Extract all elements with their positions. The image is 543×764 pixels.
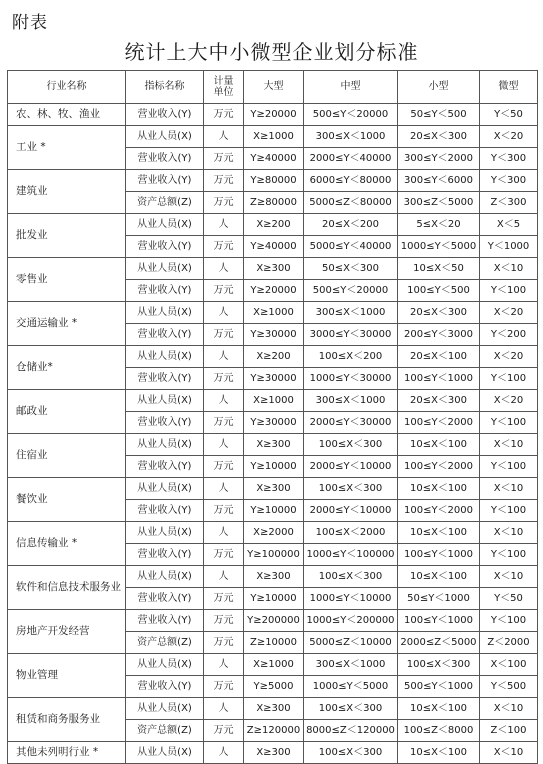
page-title: 统计上大中小微型企业划分标准 (124, 40, 419, 64)
large-cell: X≥1000 (244, 126, 304, 148)
indicator-cell: 营业收入(Y) (126, 676, 204, 698)
large-cell: X≥300 (244, 478, 304, 500)
medium-cell: 500≤Y＜20000 (304, 104, 398, 126)
small-cell: 100≤Y＜2000 (398, 456, 480, 478)
micro-cell: Z＜300 (480, 192, 538, 214)
micro-cell: Y＜100 (480, 610, 538, 632)
table-row (8, 742, 538, 764)
large-cell: X≥300 (244, 258, 304, 280)
indicator-cell: 营业收入(Y) (126, 456, 204, 478)
medium-cell: 8000≤Z＜120000 (304, 720, 398, 742)
micro-cell: X＜10 (480, 522, 538, 544)
large-cell: Y≥20000 (244, 104, 304, 126)
table-row (8, 566, 538, 588)
table-row (8, 104, 538, 126)
table-row (8, 126, 538, 148)
medium-cell: 100≤X＜300 (304, 434, 398, 456)
industry-name-cell: 住宿业 (8, 434, 126, 478)
indicator-cell: 从业人员(X) (126, 522, 204, 544)
small-cell: 10≤X＜100 (398, 698, 480, 720)
header-row (8, 71, 538, 104)
micro-cell: Y＜100 (480, 412, 538, 434)
small-cell: 10≤X＜100 (398, 434, 480, 456)
medium-cell: 1000≤Y＜5000 (304, 676, 398, 698)
medium-cell: 50≤X＜300 (304, 258, 398, 280)
micro-cell: X＜20 (480, 126, 538, 148)
header-large: 大型 (244, 71, 304, 104)
medium-cell: 100≤X＜2000 (304, 522, 398, 544)
micro-cell: X＜20 (480, 302, 538, 324)
table-row (8, 346, 538, 368)
micro-cell: X＜100 (480, 654, 538, 676)
indicator-cell: 资产总额(Z) (126, 192, 204, 214)
table-row (8, 478, 538, 500)
micro-cell: Y＜100 (480, 368, 538, 390)
micro-cell: Y＜100 (480, 456, 538, 478)
large-cell: X≥300 (244, 566, 304, 588)
unit-cell: 万元 (204, 610, 244, 632)
unit-cell: 万元 (204, 676, 244, 698)
unit-cell: 万元 (204, 412, 244, 434)
header-micro: 微型 (480, 71, 538, 104)
medium-cell: 100≤X＜300 (304, 566, 398, 588)
medium-cell: 2000≤Y＜30000 (304, 412, 398, 434)
large-cell: Y≥30000 (244, 368, 304, 390)
micro-cell: X＜10 (480, 742, 538, 764)
micro-cell: X＜10 (480, 566, 538, 588)
industry-name-cell: 餐饮业 (8, 478, 126, 522)
medium-cell: 3000≤Y＜30000 (304, 324, 398, 346)
industry-name-cell: 交通运输业 * (8, 302, 126, 346)
small-cell: 5≤X＜20 (398, 214, 480, 236)
unit-cell: 人 (204, 698, 244, 720)
small-cell: 100≤Y＜2000 (398, 412, 480, 434)
unit-cell: 人 (204, 434, 244, 456)
small-cell: 300≤Y＜2000 (398, 148, 480, 170)
large-cell: Y≥80000 (244, 170, 304, 192)
large-cell: Z≥10000 (244, 632, 304, 654)
large-cell: X≥1000 (244, 302, 304, 324)
medium-cell: 300≤X＜1000 (304, 390, 398, 412)
industry-name-cell: 批发业 (8, 214, 126, 258)
unit-cell: 人 (204, 346, 244, 368)
unit-cell: 人 (204, 566, 244, 588)
table-row (8, 522, 538, 544)
indicator-cell: 营业收入(Y) (126, 588, 204, 610)
indicator-cell: 营业收入(Y) (126, 368, 204, 390)
large-cell: Y≥30000 (244, 324, 304, 346)
medium-cell: 100≤X＜200 (304, 346, 398, 368)
indicator-cell: 营业收入(Y) (126, 104, 204, 126)
unit-cell: 万元 (204, 192, 244, 214)
table-body (8, 104, 538, 764)
small-cell: 10≤X＜100 (398, 478, 480, 500)
indicator-cell: 营业收入(Y) (126, 170, 204, 192)
micro-cell: X＜5 (480, 214, 538, 236)
large-cell: Y≥20000 (244, 280, 304, 302)
large-cell: X≥1000 (244, 654, 304, 676)
medium-cell: 1000≤Y＜10000 (304, 588, 398, 610)
indicator-cell: 营业收入(Y) (126, 324, 204, 346)
small-cell: 100≤Y＜1000 (398, 544, 480, 566)
unit-cell: 人 (204, 654, 244, 676)
indicator-cell: 从业人员(X) (126, 258, 204, 280)
small-cell: 500≤Y＜1000 (398, 676, 480, 698)
medium-cell: 6000≤Y＜80000 (304, 170, 398, 192)
unit-cell: 万元 (204, 236, 244, 258)
small-cell: 100≤Z＜8000 (398, 720, 480, 742)
indicator-cell: 营业收入(Y) (126, 610, 204, 632)
table-row (8, 170, 538, 192)
indicator-cell: 从业人员(X) (126, 654, 204, 676)
table-row (8, 698, 538, 720)
micro-cell: Y＜100 (480, 544, 538, 566)
micro-cell: Y＜50 (480, 588, 538, 610)
unit-cell: 万元 (204, 148, 244, 170)
large-cell: X≥2000 (244, 522, 304, 544)
large-cell: Y≥5000 (244, 676, 304, 698)
unit-cell: 万元 (204, 720, 244, 742)
table-row (8, 654, 538, 676)
indicator-cell: 营业收入(Y) (126, 236, 204, 258)
small-cell: 1000≤Y＜5000 (398, 236, 480, 258)
small-cell: 100≤Y＜500 (398, 280, 480, 302)
industry-name-cell: 农、林、牧、渔业 (8, 104, 126, 126)
micro-cell: X＜20 (480, 390, 538, 412)
small-cell: 100≤Y＜1000 (398, 610, 480, 632)
indicator-cell: 从业人员(X) (126, 214, 204, 236)
industry-name-cell: 仓储业* (8, 346, 126, 390)
medium-cell: 5000≤Z＜10000 (304, 632, 398, 654)
small-cell: 10≤X＜100 (398, 742, 480, 764)
indicator-cell: 营业收入(Y) (126, 412, 204, 434)
medium-cell: 1000≤Y＜30000 (304, 368, 398, 390)
micro-cell: X＜10 (480, 258, 538, 280)
medium-cell: 100≤X＜300 (304, 478, 398, 500)
large-cell: X≥300 (244, 742, 304, 764)
unit-cell: 万元 (204, 104, 244, 126)
indicator-cell: 从业人员(X) (126, 390, 204, 412)
medium-cell: 20≤X＜200 (304, 214, 398, 236)
micro-cell: Y＜500 (480, 676, 538, 698)
micro-cell: Z＜2000 (480, 632, 538, 654)
large-cell: X≥200 (244, 346, 304, 368)
unit-cell: 万元 (204, 170, 244, 192)
micro-cell: Y＜100 (480, 500, 538, 522)
industry-name-cell: 物业管理 (8, 654, 126, 698)
indicator-cell: 资产总额(Z) (126, 720, 204, 742)
medium-cell: 300≤X＜1000 (304, 654, 398, 676)
medium-cell: 100≤X＜300 (304, 742, 398, 764)
indicator-cell: 从业人员(X) (126, 346, 204, 368)
small-cell: 20≤X＜100 (398, 346, 480, 368)
micro-cell: Y＜100 (480, 280, 538, 302)
indicator-cell: 从业人员(X) (126, 126, 204, 148)
industry-name-cell: 其他未列明行业 * (8, 742, 126, 764)
header-medium: 中型 (304, 71, 398, 104)
indicator-cell: 从业人员(X) (126, 698, 204, 720)
unit-cell: 人 (204, 522, 244, 544)
indicator-cell: 营业收入(Y) (126, 500, 204, 522)
industry-name-cell: 工业 * (8, 126, 126, 170)
small-cell: 10≤X＜50 (398, 258, 480, 280)
small-cell: 100≤Y＜2000 (398, 500, 480, 522)
micro-cell: Y＜200 (480, 324, 538, 346)
medium-cell: 300≤X＜1000 (304, 126, 398, 148)
table-row (8, 610, 538, 632)
table-row (8, 258, 538, 280)
medium-cell: 1000≤Y＜100000 (304, 544, 398, 566)
header-indicator: 指标名称 (126, 71, 204, 104)
small-cell: 50≤Y＜1000 (398, 588, 480, 610)
large-cell: Y≥10000 (244, 500, 304, 522)
industry-name-cell: 软件和信息技术服务业 (8, 566, 126, 610)
industry-name-cell: 邮政业 (8, 390, 126, 434)
large-cell: Y≥40000 (244, 236, 304, 258)
table-row (8, 214, 538, 236)
medium-cell: 5000≤Z＜80000 (304, 192, 398, 214)
large-cell: X≥200 (244, 214, 304, 236)
indicator-cell: 从业人员(X) (126, 742, 204, 764)
industry-name-cell: 租赁和商务服务业 (8, 698, 126, 742)
large-cell: X≥300 (244, 698, 304, 720)
medium-cell: 2000≤Y＜10000 (304, 456, 398, 478)
large-cell: Z≥80000 (244, 192, 304, 214)
small-cell: 300≤Y＜6000 (398, 170, 480, 192)
medium-cell: 500≤Y＜20000 (304, 280, 398, 302)
micro-cell: Y＜300 (480, 148, 538, 170)
unit-cell: 万元 (204, 324, 244, 346)
unit-cell: 人 (204, 302, 244, 324)
unit-cell: 人 (204, 126, 244, 148)
enterprise-classification-table (7, 70, 538, 764)
micro-cell: X＜20 (480, 346, 538, 368)
small-cell: 2000≤Z＜5000 (398, 632, 480, 654)
micro-cell: X＜10 (480, 434, 538, 456)
small-cell: 20≤X＜300 (398, 302, 480, 324)
industry-name-cell: 房地产开发经营 (8, 610, 126, 654)
unit-cell: 万元 (204, 280, 244, 302)
indicator-cell: 从业人员(X) (126, 434, 204, 456)
micro-cell: Z＜100 (480, 720, 538, 742)
micro-cell: Y＜1000 (480, 236, 538, 258)
unit-cell: 万元 (204, 588, 244, 610)
indicator-cell: 从业人员(X) (126, 566, 204, 588)
micro-cell: Y＜300 (480, 170, 538, 192)
appendix-label: 附表 (12, 13, 48, 33)
medium-cell: 1000≤Y＜200000 (304, 610, 398, 632)
small-cell: 300≤Z＜5000 (398, 192, 480, 214)
unit-cell: 人 (204, 258, 244, 280)
table-row (8, 302, 538, 324)
large-cell: Y≥30000 (244, 412, 304, 434)
large-cell: Y≥100000 (244, 544, 304, 566)
small-cell: 10≤X＜100 (398, 566, 480, 588)
medium-cell: 5000≤Y＜40000 (304, 236, 398, 258)
small-cell: 20≤X＜300 (398, 126, 480, 148)
small-cell: 100≤Y＜1000 (398, 368, 480, 390)
industry-name-cell: 信息传输业 * (8, 522, 126, 566)
unit-cell: 人 (204, 742, 244, 764)
large-cell: Y≥10000 (244, 588, 304, 610)
medium-cell: 2000≤Y＜40000 (304, 148, 398, 170)
indicator-cell: 营业收入(Y) (126, 544, 204, 566)
unit-cell: 万元 (204, 368, 244, 390)
large-cell: Y≥40000 (244, 148, 304, 170)
industry-name-cell: 建筑业 (8, 170, 126, 214)
header-unit (204, 71, 244, 104)
small-cell: 200≤Y＜3000 (398, 324, 480, 346)
micro-cell: X＜10 (480, 698, 538, 720)
indicator-cell: 营业收入(Y) (126, 148, 204, 170)
header-small: 小型 (398, 71, 480, 104)
large-cell: Y≥200000 (244, 610, 304, 632)
indicator-cell: 资产总额(Z) (126, 632, 204, 654)
unit-cell: 万元 (204, 500, 244, 522)
small-cell: 10≤X＜100 (398, 522, 480, 544)
unit-cell: 人 (204, 214, 244, 236)
header-industry: 行业名称 (8, 71, 126, 104)
medium-cell: 300≤X＜1000 (304, 302, 398, 324)
unit-cell: 人 (204, 478, 244, 500)
medium-cell: 100≤X＜300 (304, 698, 398, 720)
unit-cell: 万元 (204, 632, 244, 654)
header-unit-line1: 计量 (213, 75, 234, 87)
indicator-cell: 营业收入(Y) (126, 280, 204, 302)
micro-cell: Y＜50 (480, 104, 538, 126)
large-cell: Z≥120000 (244, 720, 304, 742)
small-cell: 100≤X＜300 (398, 654, 480, 676)
medium-cell: 2000≤Y＜10000 (304, 500, 398, 522)
large-cell: X≥300 (244, 434, 304, 456)
unit-cell: 人 (204, 390, 244, 412)
large-cell: X≥1000 (244, 390, 304, 412)
unit-cell: 万元 (204, 456, 244, 478)
table-row (8, 434, 538, 456)
large-cell: Y≥10000 (244, 456, 304, 478)
small-cell: 50≤Y＜500 (398, 104, 480, 126)
header-unit-line2: 单位 (213, 87, 234, 98)
indicator-cell: 从业人员(X) (126, 302, 204, 324)
unit-cell: 万元 (204, 544, 244, 566)
industry-name-cell: 零售业 (8, 258, 126, 302)
indicator-cell: 从业人员(X) (126, 478, 204, 500)
micro-cell: X＜10 (480, 478, 538, 500)
small-cell: 20≤X＜300 (398, 390, 480, 412)
table-row (8, 390, 538, 412)
